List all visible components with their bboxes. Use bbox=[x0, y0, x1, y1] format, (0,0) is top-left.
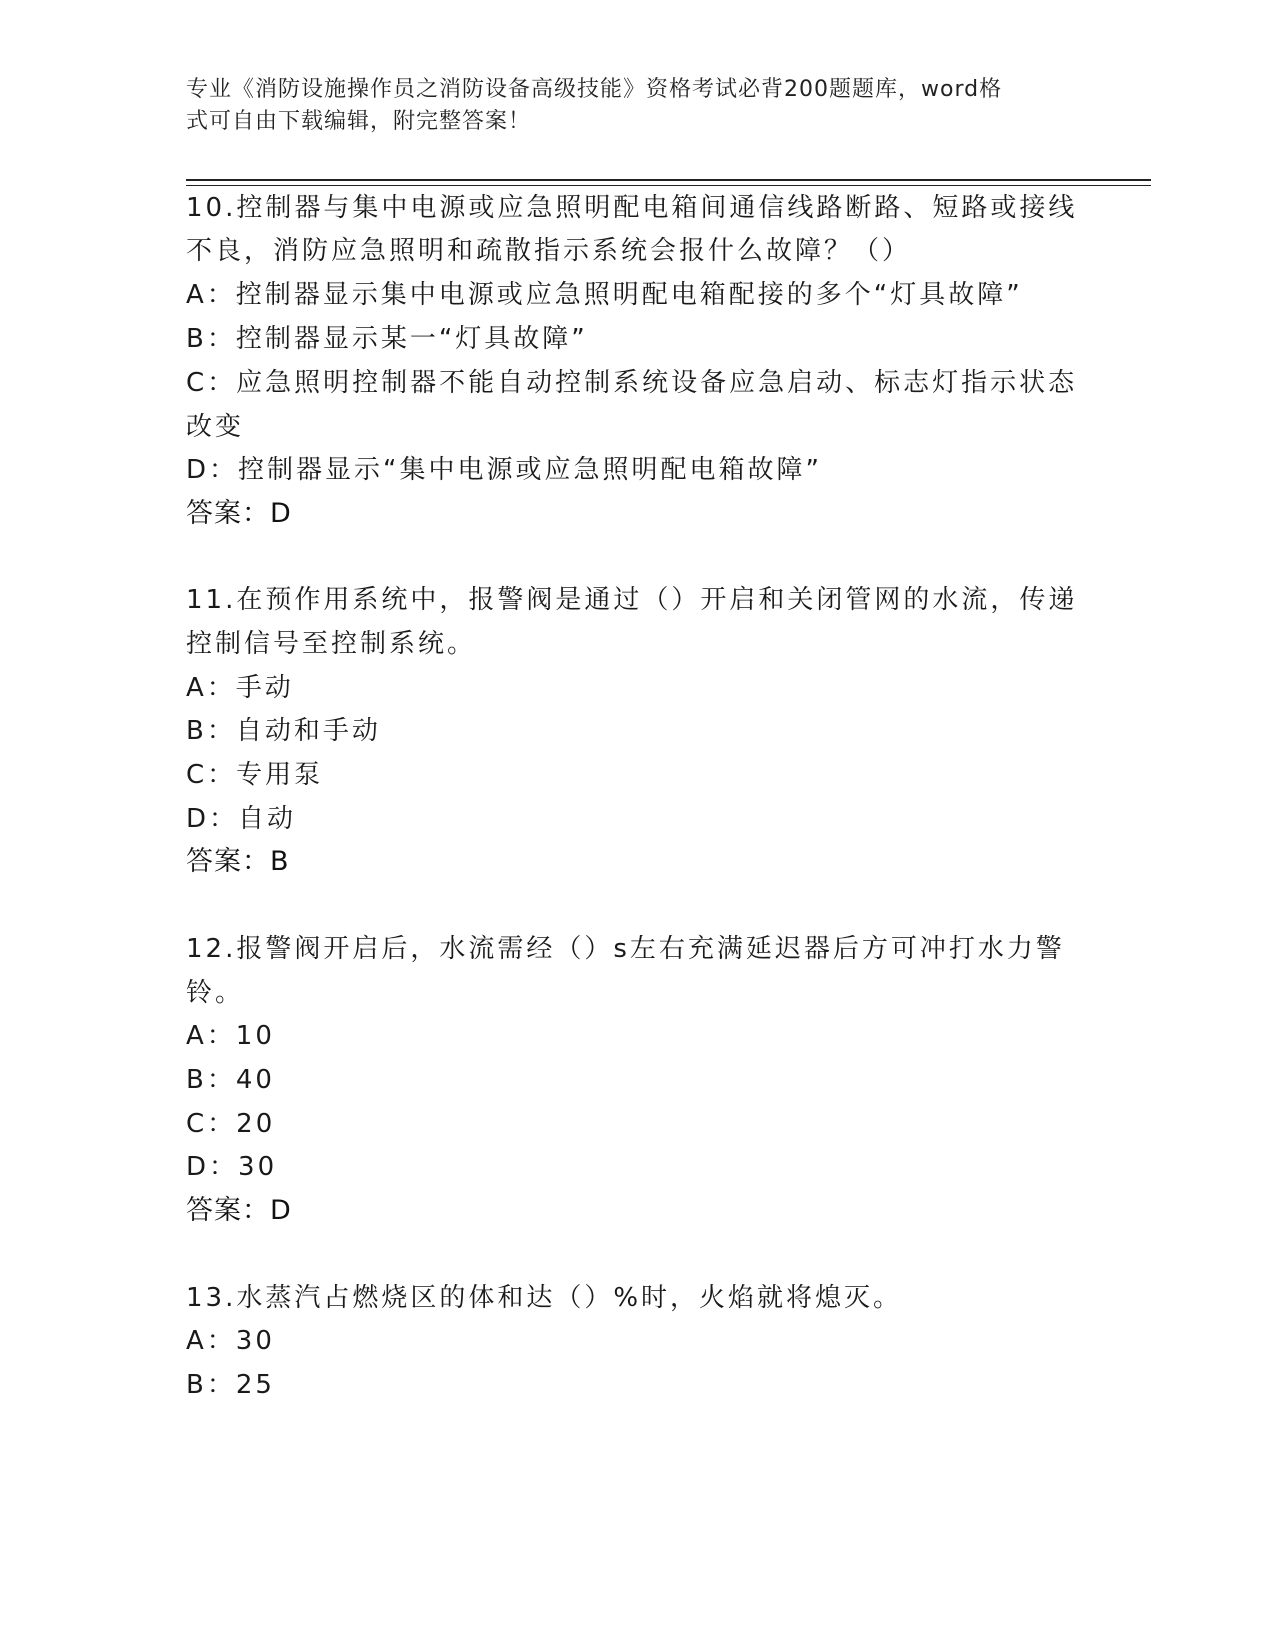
question-10-option-b: B：控制器显示某一“灯具故障” bbox=[186, 324, 588, 354]
question-12-option-a: A：10 bbox=[186, 1021, 275, 1051]
header-divider-thick bbox=[186, 179, 1151, 181]
question-10-option-c: C：应急照明控制器不能自动控制系统设备应急启动、标志灯指示状态 bbox=[186, 368, 1078, 398]
question-11-answer: 答案：B bbox=[186, 846, 290, 877]
question-13-option-a: A：30 bbox=[186, 1326, 275, 1356]
question-12-stem-line-1: 12.报警阀开启后，水流需经（）s左右充满延迟器后方可冲打水力警 bbox=[186, 934, 1065, 964]
question-10-answer: 答案：D bbox=[186, 498, 292, 529]
question-10-option-a: A：控制器显示集中电源或应急照明配电箱配接的多个“灯具故障” bbox=[186, 280, 1023, 310]
document-header bbox=[186, 74, 1066, 138]
question-12-option-d: D：30 bbox=[186, 1152, 278, 1182]
question-13-option-b: B：25 bbox=[186, 1370, 275, 1400]
question-12-option-c: C：20 bbox=[186, 1109, 276, 1139]
question-10-stem-line-2: 不良，消防应急照明和疏散指示系统会报什么故障？（） bbox=[186, 236, 912, 266]
question-12-option-b: B：40 bbox=[186, 1065, 275, 1095]
question-11-stem-line-1: 11.在预作用系统中，报警阀是通过（）开启和关闭管网的水流，传递 bbox=[186, 585, 1078, 615]
question-11-option-b: B：自动和手动 bbox=[186, 716, 381, 746]
question-11-option-a: A：手动 bbox=[186, 673, 294, 703]
question-11-option-d: D：自动 bbox=[186, 804, 297, 834]
question-11-option-c: C：专用泵 bbox=[186, 760, 324, 790]
question-10-option-d: D：控制器显示“集中电源或应急照明配电箱故障” bbox=[186, 455, 822, 485]
question-11-stem-line-2: 控制信号至控制系统。 bbox=[186, 629, 477, 659]
header-line-2: 式可自由下载编辑，附完整答案！ bbox=[186, 109, 532, 134]
question-12-stem-line-2: 铃。 bbox=[186, 978, 245, 1008]
question-10-stem-line-1: 10.控制器与集中电源或应急照明配电箱间通信线路断路、短路或接线 bbox=[186, 193, 1078, 223]
question-13-stem-line-1: 13.水蒸汽占燃烧区的体和达（）%时，火焰就将熄灭。 bbox=[186, 1283, 903, 1313]
header-line-1: 专业《消防设施操作员之消防设备高级技能》资格考试必背200题题库，word格 bbox=[186, 77, 1003, 102]
question-12-answer: 答案：D bbox=[186, 1195, 292, 1226]
header-divider-thin bbox=[186, 185, 1151, 186]
question-10-option-c-continued: 改变 bbox=[186, 412, 245, 442]
